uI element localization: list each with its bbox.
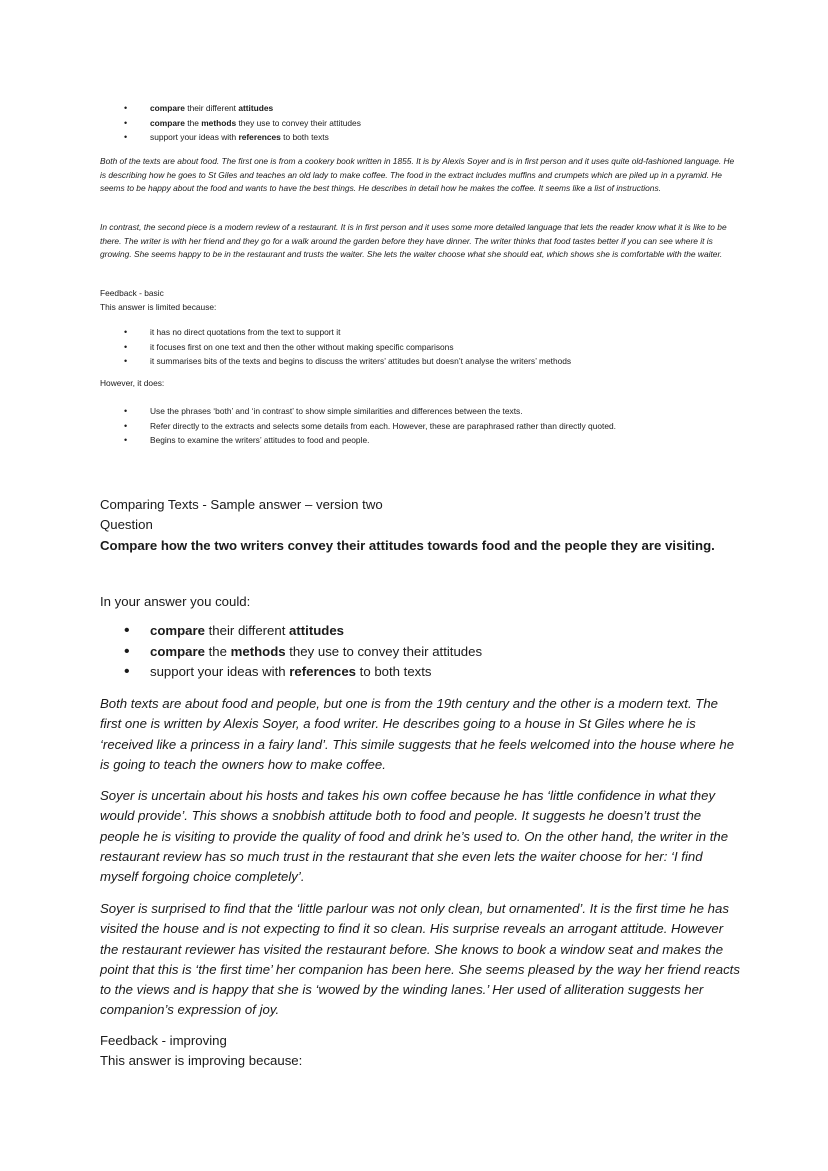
feedback-title: Feedback - improving [100,1033,227,1048]
answer-two-paragraph-2: Soyer is uncertain about his hosts and takes his own coffee because he has ‘little confidence in what they would provide’. This shows a snobbish attitude both to food and people. It suggests he doesn’t trust the people he is visiting to provide the quality of food and drink he’s used to. On the other hand, the writer in the restaurant review has so much trust in the restaurant that she even lets the waiter choose for her: ‘I find myself forgoing choice completely’. [100,788,729,885]
feedback-basic [100,287,740,314]
list-item: • Refer directly to the extracts and selects some details from each. However, these are paraphrased rather than directly quoted. [100,419,760,434]
feedback-title: Feedback - basic [100,288,164,298]
answer-two-paragraph-1: Both texts are about food and people, but one is from the 19th century and the other is a modern text. The first one is written by Alexis Soyer, a food writer. He describes going to a house in St Giles where he is ‘received like a princess in a fairy land’. This simile suggests that he feels welcomed into the house where he is going to teach the owners how to make coffee. [100,696,735,772]
question-label: Question [100,517,153,533]
section-heading: Comparing Texts - Sample answer – version two [100,497,383,512]
question-text: Compare how the two writers convey their attitudes towards food and the people they are visiting. [100,537,715,553]
top-bullet-list [100,101,740,145]
strengths-list [100,404,760,448]
list-item: • it focuses first on one text and then the other without making specific comparisons [100,340,740,355]
list-item: • compare their different attitudes [100,101,740,116]
feedback-improving [100,1031,740,1072]
list-item: • support your ideas with references to both texts [100,130,740,145]
list-item: • Use the phrases ‘both’ and ‘in contrast’ to show simple similarities and differences between the texts. [100,404,760,419]
feedback-intro: This answer is limited because: [100,301,217,312]
version-two-bullet-list [100,621,740,683]
however-label: However, it does: [100,378,165,388]
limits-list [100,325,740,369]
version-two-header [100,495,740,556]
answer-two-paragraph-3: Soyer is surprised to find that the ‘little parlour was not only clean, but ornamented’. It is the first time he has visited the house and is not expecting to find it so clean. His surprise reveals an arrogant attitude. However the restaurant reviewer has visited the restaurant before. She knows to book a window seat and makes the point that this is ‘the first time’ her companion has been here. She seems pleased by the way her friend reacts to the views and is happy that she is ‘wowed by the winding lanes.’ Her used of alliteration suggests her companion’s expression of joy. [100,901,740,1018]
list-item: • it summarises bits of the texts and begins to discuss the writers’ attitudes but doesn’t analyse the writers’ methods [100,354,740,369]
answer-one-paragraph-2: In contrast, the second piece is a modern review of a restaurant. It is in first person and it uses some more detailed language that lets the reader know what it is like to be there. The writer is with her friend and they go for a walk around the garden before they have dinner. The writer thinks that food tastes better if you can see where it is growing. She seems happy to be in the restaurant and trusts the waiter. She lets the waiter choose what she should eat, which shows she is comfortable with the waiter. [100,222,727,260]
list-item: • compare the methods they use to convey their attitudes [100,642,740,663]
list-item: • support your ideas with references to both texts [100,662,740,683]
answer-one-paragraph-1: Both of the texts are about food. The first one is from a cookery book written in 1855. It is by Alexis Soyer and is in first person and it uses quite old-fashioned language. He is describing how he goes to St Giles and teaches an old lady to make coffee. The food in the extract includes muffins and crumpets which are piled up in a pyramid. He seems to be happy about the food and wants to have the best things. He describes in detail how he makes the coffee. It seems like a list of instructions. [100,156,735,194]
list-item: • Begins to examine the writers’ attitudes to food and people. [100,433,760,448]
list-item: • it has no direct quotations from the text to support it [100,325,740,340]
answer-intro: In your answer you could: [100,594,251,609]
feedback-intro: This answer is improving because: [100,1053,303,1069]
list-item: • compare their different attitudes [100,621,740,642]
list-item: • compare the methods they use to convey their attitudes [100,116,740,131]
